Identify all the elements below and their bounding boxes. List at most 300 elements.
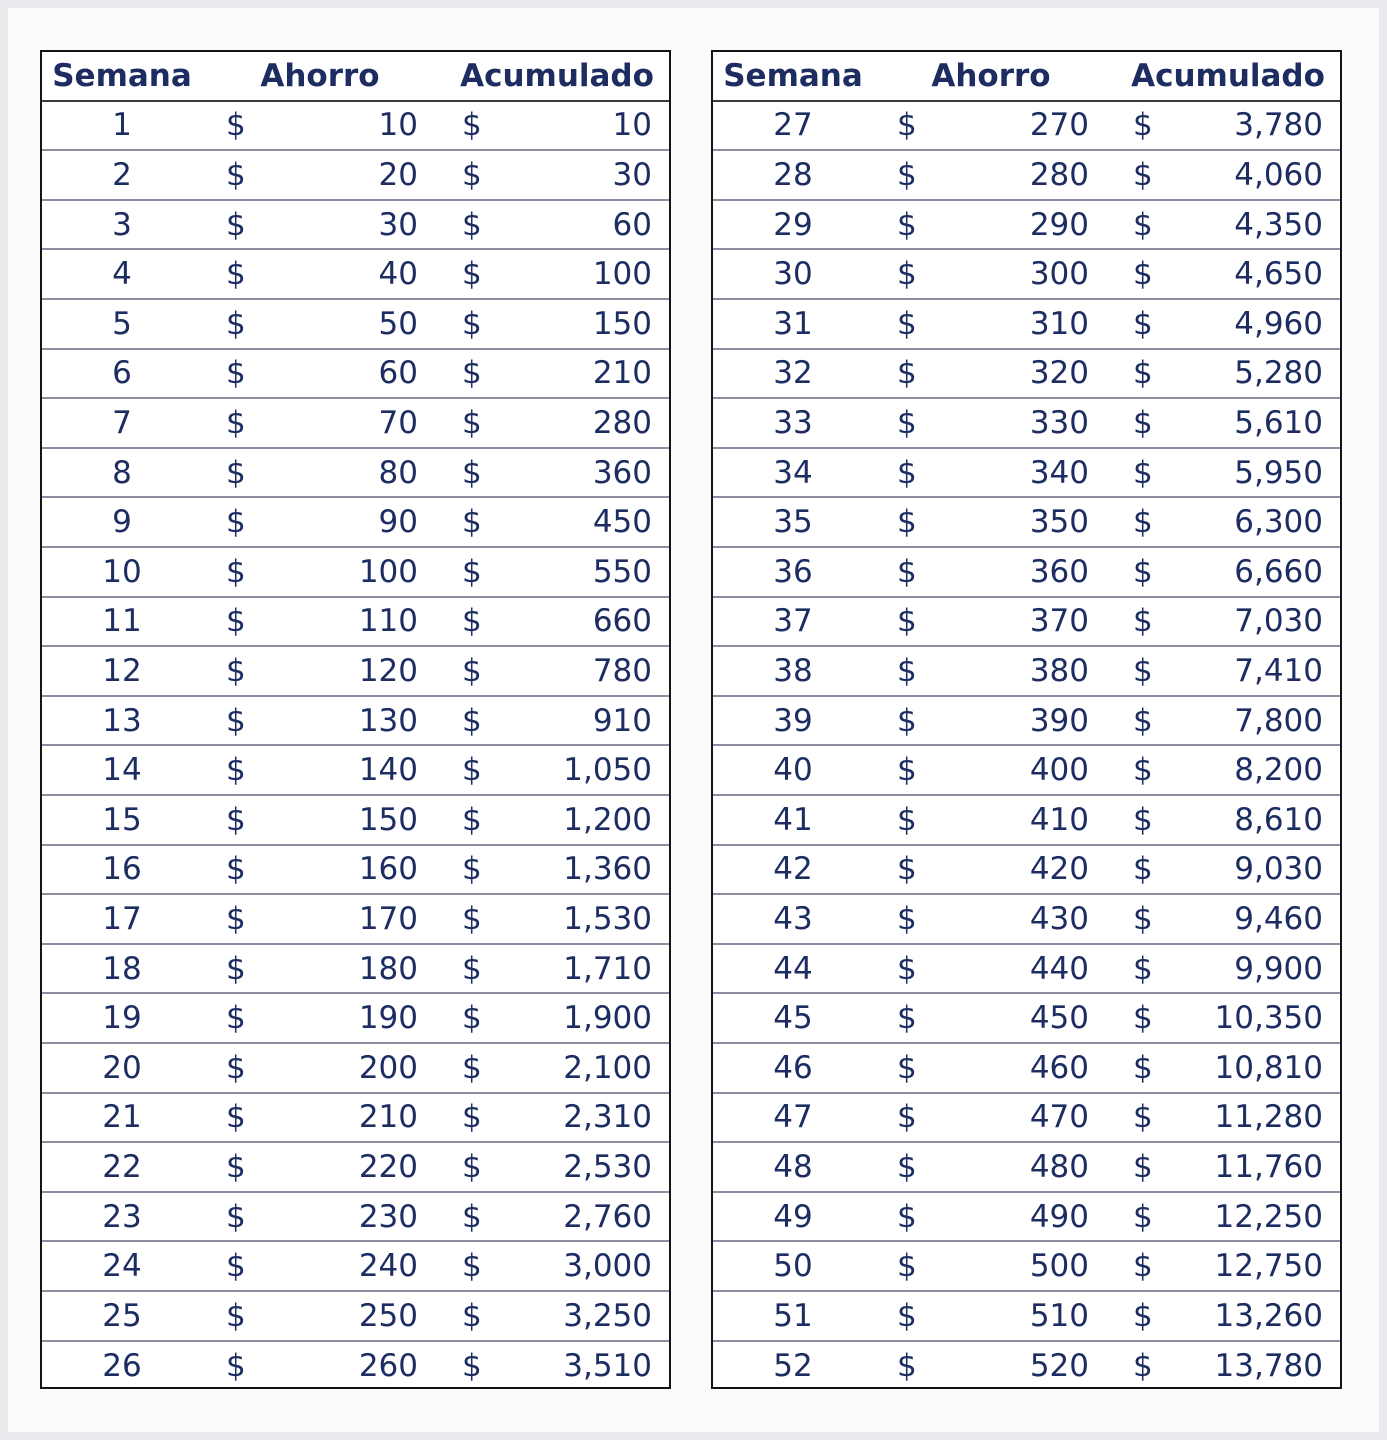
saving-amount: 520 [1029,1348,1089,1385]
saving-currency-sign: $ [897,1248,917,1285]
accumulated-amount: 280 [592,404,652,441]
table-row [42,697,669,747]
week-number: 18 [102,950,142,987]
table-row [42,1143,669,1193]
accumulated-amount: 360 [592,454,652,491]
table-row [713,598,1340,648]
accumulated-currency-sign: $ [462,454,482,491]
saving-amount: 500 [1029,1248,1089,1285]
week-number: 7 [112,404,132,441]
table-row [713,399,1340,449]
table-row [713,1094,1340,1144]
accumulated-amount: 1,050 [563,752,652,789]
saving-amount: 150 [358,801,418,838]
table-row [42,1193,669,1243]
accumulated-amount: 3,510 [563,1348,652,1385]
accumulated-currency-sign: $ [462,603,482,640]
week-number: 49 [773,1198,813,1235]
saving-currency-sign: $ [897,702,917,739]
accumulated-amount: 12,750 [1214,1248,1323,1285]
week-number: 24 [102,1248,142,1285]
accumulated-currency-sign: $ [462,107,482,144]
saving-amount: 490 [1029,1198,1089,1235]
header-row [42,52,669,102]
saving-currency-sign: $ [226,752,246,789]
accumulated-amount: 2,100 [563,1049,652,1086]
saving-currency-sign: $ [226,553,246,590]
accumulated-currency-sign: $ [1133,305,1153,342]
column-header-accumulated: Acumulado [460,57,654,94]
accumulated-amount: 3,780 [1234,107,1323,144]
saving-currency-sign: $ [897,454,917,491]
table-row [713,300,1340,350]
accumulated-amount: 4,960 [1234,305,1323,342]
accumulated-currency-sign: $ [462,1198,482,1235]
saving-currency-sign: $ [226,404,246,441]
week-number: 48 [773,1148,813,1185]
week-number: 25 [102,1297,142,1334]
accumulated-amount: 8,610 [1234,801,1323,838]
table-row [713,1193,1340,1243]
table-row [713,1143,1340,1193]
accumulated-currency-sign: $ [1133,107,1153,144]
saving-currency-sign: $ [226,256,246,293]
table-row [42,796,669,846]
accumulated-amount: 11,280 [1214,1099,1323,1136]
accumulated-currency-sign: $ [1133,1297,1153,1334]
week-number: 15 [102,801,142,838]
saving-currency-sign: $ [897,355,917,392]
table-row [42,201,669,251]
table-row [713,994,1340,1044]
saving-currency-sign: $ [226,504,246,541]
accumulated-amount: 8,200 [1234,752,1323,789]
table-row [42,895,669,945]
accumulated-amount: 11,760 [1214,1148,1323,1185]
saving-currency-sign: $ [897,206,917,243]
saving-currency-sign: $ [226,1198,246,1235]
table-row [42,1292,669,1342]
saving-currency-sign: $ [897,603,917,640]
accumulated-amount: 13,780 [1214,1348,1323,1385]
week-number: 22 [102,1148,142,1185]
saving-amount: 230 [358,1198,418,1235]
saving-amount: 450 [1029,1000,1089,1037]
week-number: 19 [102,1000,142,1037]
accumulated-currency-sign: $ [1133,156,1153,193]
saving-currency-sign: $ [226,107,246,144]
saving-currency-sign: $ [897,553,917,590]
saving-amount: 300 [1029,256,1089,293]
accumulated-currency-sign: $ [462,752,482,789]
saving-currency-sign: $ [897,404,917,441]
table-row [713,250,1340,300]
table-row [42,647,669,697]
table-row [713,1292,1340,1342]
accumulated-currency-sign: $ [462,1148,482,1185]
accumulated-amount: 2,530 [563,1148,652,1185]
accumulated-currency-sign: $ [1133,603,1153,640]
accumulated-currency-sign: $ [1133,1348,1153,1385]
saving-amount: 90 [378,504,418,541]
table-row [713,846,1340,896]
saving-currency-sign: $ [897,752,917,789]
week-number: 29 [773,206,813,243]
week-number: 39 [773,702,813,739]
accumulated-currency-sign: $ [1133,256,1153,293]
week-number: 45 [773,1000,813,1037]
table-row [713,1242,1340,1292]
saving-currency-sign: $ [897,156,917,193]
table-row [42,1242,669,1292]
week-number: 13 [102,702,142,739]
saving-currency-sign: $ [226,1297,246,1334]
header-row [713,52,1340,102]
saving-amount: 370 [1029,603,1089,640]
saving-currency-sign: $ [897,900,917,937]
accumulated-currency-sign: $ [462,553,482,590]
saving-amount: 310 [1029,305,1089,342]
accumulated-amount: 100 [592,256,652,293]
accumulated-currency-sign: $ [1133,1049,1153,1086]
accumulated-currency-sign: $ [462,1000,482,1037]
week-number: 2 [112,156,132,193]
saving-currency-sign: $ [897,1348,917,1385]
column-header-saving: Ahorro [931,57,1051,94]
table-row [713,102,1340,152]
saving-currency-sign: $ [897,1198,917,1235]
saving-currency-sign: $ [897,1297,917,1334]
saving-currency-sign: $ [226,1348,246,1385]
accumulated-amount: 30 [612,156,652,193]
accumulated-amount: 550 [592,553,652,590]
column-header-week: Semana [52,57,192,94]
week-number: 12 [102,652,142,689]
saving-amount: 200 [358,1049,418,1086]
accumulated-amount: 1,360 [563,851,652,888]
saving-amount: 170 [358,900,418,937]
accumulated-currency-sign: $ [462,256,482,293]
accumulated-currency-sign: $ [462,156,482,193]
accumulated-currency-sign: $ [462,1348,482,1385]
accumulated-amount: 7,030 [1234,603,1323,640]
week-number: 37 [773,603,813,640]
saving-amount: 50 [378,305,418,342]
accumulated-amount: 3,250 [563,1297,652,1334]
saving-amount: 250 [358,1297,418,1334]
accumulated-currency-sign: $ [1133,1248,1153,1285]
saving-amount: 350 [1029,504,1089,541]
saving-currency-sign: $ [226,702,246,739]
week-number: 4 [112,256,132,293]
savings-table-left [40,50,671,1389]
accumulated-currency-sign: $ [1133,355,1153,392]
saving-currency-sign: $ [226,1148,246,1185]
week-number: 17 [102,900,142,937]
table-row [42,945,669,995]
saving-currency-sign: $ [226,1000,246,1037]
saving-currency-sign: $ [897,107,917,144]
accumulated-currency-sign: $ [462,900,482,937]
table-row [713,746,1340,796]
saving-amount: 100 [358,553,418,590]
saving-currency-sign: $ [226,851,246,888]
table-row [713,796,1340,846]
accumulated-currency-sign: $ [462,1049,482,1086]
table-row [42,399,669,449]
saving-amount: 10 [378,107,418,144]
accumulated-currency-sign: $ [462,801,482,838]
saving-amount: 140 [358,752,418,789]
week-number: 44 [773,950,813,987]
saving-currency-sign: $ [226,1099,246,1136]
table-row [713,1342,1340,1392]
week-number: 40 [773,752,813,789]
accumulated-currency-sign: $ [1133,752,1153,789]
saving-currency-sign: $ [226,900,246,937]
table-row [713,697,1340,747]
week-number: 33 [773,404,813,441]
accumulated-amount: 780 [592,652,652,689]
accumulated-amount: 6,300 [1234,504,1323,541]
week-number: 41 [773,801,813,838]
accumulated-amount: 5,610 [1234,404,1323,441]
saving-amount: 220 [358,1148,418,1185]
saving-currency-sign: $ [226,1049,246,1086]
saving-amount: 30 [378,206,418,243]
week-number: 3 [112,206,132,243]
week-number: 5 [112,305,132,342]
accumulated-amount: 210 [592,355,652,392]
table-row [42,350,669,400]
saving-amount: 360 [1029,553,1089,590]
saving-amount: 330 [1029,404,1089,441]
accumulated-amount: 2,760 [563,1198,652,1235]
week-number: 8 [112,454,132,491]
saving-currency-sign: $ [897,1099,917,1136]
table-row [42,548,669,598]
accumulated-currency-sign: $ [1133,801,1153,838]
week-number: 42 [773,851,813,888]
week-number: 51 [773,1297,813,1334]
accumulated-amount: 12,250 [1214,1198,1323,1235]
accumulated-amount: 5,280 [1234,355,1323,392]
table-row [42,151,669,201]
accumulated-amount: 450 [592,504,652,541]
week-number: 14 [102,752,142,789]
week-number: 16 [102,851,142,888]
saving-currency-sign: $ [226,603,246,640]
accumulated-currency-sign: $ [462,652,482,689]
saving-amount: 390 [1029,702,1089,739]
saving-currency-sign: $ [226,652,246,689]
week-number: 23 [102,1198,142,1235]
table-row [713,449,1340,499]
week-number: 28 [773,156,813,193]
saving-currency-sign: $ [226,1248,246,1285]
accumulated-currency-sign: $ [1133,553,1153,590]
saving-currency-sign: $ [897,1148,917,1185]
table-row [42,1342,669,1392]
saving-amount: 280 [1029,156,1089,193]
saving-amount: 320 [1029,355,1089,392]
saving-amount: 270 [1029,107,1089,144]
accumulated-amount: 910 [592,702,652,739]
week-number: 47 [773,1099,813,1136]
saving-amount: 40 [378,256,418,293]
accumulated-amount: 4,650 [1234,256,1323,293]
week-number: 9 [112,504,132,541]
table-row [713,350,1340,400]
saving-amount: 70 [378,404,418,441]
accumulated-amount: 1,900 [563,1000,652,1037]
savings-table-right [711,50,1342,1389]
accumulated-currency-sign: $ [1133,1000,1153,1037]
table-row [713,945,1340,995]
week-number: 26 [102,1348,142,1385]
saving-amount: 420 [1029,851,1089,888]
accumulated-amount: 1,530 [563,900,652,937]
table-row [713,151,1340,201]
saving-amount: 60 [378,355,418,392]
table-row [713,895,1340,945]
accumulated-amount: 4,060 [1234,156,1323,193]
accumulated-currency-sign: $ [462,404,482,441]
week-number: 32 [773,355,813,392]
accumulated-amount: 10 [612,107,652,144]
accumulated-amount: 9,460 [1234,900,1323,937]
saving-amount: 430 [1029,900,1089,937]
accumulated-amount: 150 [592,305,652,342]
saving-amount: 190 [358,1000,418,1037]
saving-currency-sign: $ [897,1000,917,1037]
accumulated-currency-sign: $ [1133,851,1153,888]
week-number: 27 [773,107,813,144]
accumulated-amount: 1,710 [563,950,652,987]
saving-amount: 400 [1029,752,1089,789]
saving-amount: 380 [1029,652,1089,689]
table-row [42,449,669,499]
saving-currency-sign: $ [897,652,917,689]
table-row [42,1094,669,1144]
column-header-accumulated: Acumulado [1131,57,1325,94]
saving-amount: 110 [358,603,418,640]
saving-currency-sign: $ [226,454,246,491]
saving-amount: 210 [358,1099,418,1136]
accumulated-amount: 10,810 [1214,1049,1323,1086]
accumulated-currency-sign: $ [1133,950,1153,987]
week-number: 21 [102,1099,142,1136]
accumulated-currency-sign: $ [462,504,482,541]
saving-amount: 470 [1029,1099,1089,1136]
saving-currency-sign: $ [897,504,917,541]
accumulated-amount: 60 [612,206,652,243]
accumulated-currency-sign: $ [1133,454,1153,491]
week-number: 36 [773,553,813,590]
week-number: 34 [773,454,813,491]
accumulated-amount: 1,200 [563,801,652,838]
week-number: 30 [773,256,813,293]
saving-amount: 240 [358,1248,418,1285]
week-number: 52 [773,1348,813,1385]
saving-currency-sign: $ [897,801,917,838]
accumulated-amount: 6,660 [1234,553,1323,590]
accumulated-currency-sign: $ [1133,1198,1153,1235]
accumulated-currency-sign: $ [462,355,482,392]
accumulated-amount: 9,900 [1234,950,1323,987]
saving-currency-sign: $ [226,355,246,392]
table-row [42,598,669,648]
week-number: 11 [102,603,142,640]
saving-currency-sign: $ [226,305,246,342]
accumulated-currency-sign: $ [462,1248,482,1285]
week-number: 10 [102,553,142,590]
accumulated-amount: 10,350 [1214,1000,1323,1037]
accumulated-amount: 7,410 [1234,652,1323,689]
week-number: 20 [102,1049,142,1086]
accumulated-currency-sign: $ [1133,702,1153,739]
accumulated-currency-sign: $ [1133,504,1153,541]
saving-amount: 410 [1029,801,1089,838]
saving-amount: 130 [358,702,418,739]
table-row [42,102,669,152]
accumulated-currency-sign: $ [1133,652,1153,689]
accumulated-amount: 9,030 [1234,851,1323,888]
accumulated-amount: 4,350 [1234,206,1323,243]
saving-currency-sign: $ [897,851,917,888]
table-row [713,201,1340,251]
table-row [713,548,1340,598]
accumulated-amount: 5,950 [1234,454,1323,491]
saving-amount: 160 [358,851,418,888]
table-row [42,1044,669,1094]
week-number: 38 [773,652,813,689]
accumulated-currency-sign: $ [1133,900,1153,937]
accumulated-currency-sign: $ [1133,1148,1153,1185]
week-number: 35 [773,504,813,541]
accumulated-currency-sign: $ [1133,206,1153,243]
table-row [713,1044,1340,1094]
saving-amount: 180 [358,950,418,987]
accumulated-amount: 7,800 [1234,702,1323,739]
saving-amount: 290 [1029,206,1089,243]
saving-amount: 260 [358,1348,418,1385]
week-number: 6 [112,355,132,392]
accumulated-amount: 3,000 [563,1248,652,1285]
table-row [42,498,669,548]
accumulated-currency-sign: $ [462,702,482,739]
week-number: 43 [773,900,813,937]
table-row [42,994,669,1044]
week-number: 1 [112,107,132,144]
accumulated-amount: 2,310 [563,1099,652,1136]
saving-currency-sign: $ [226,801,246,838]
saving-currency-sign: $ [226,206,246,243]
accumulated-currency-sign: $ [462,851,482,888]
table-row [713,647,1340,697]
table-row [42,746,669,796]
saving-currency-sign: $ [897,256,917,293]
accumulated-currency-sign: $ [462,1099,482,1136]
saving-currency-sign: $ [897,1049,917,1086]
saving-currency-sign: $ [226,156,246,193]
saving-amount: 460 [1029,1049,1089,1086]
table-row [42,846,669,896]
saving-amount: 340 [1029,454,1089,491]
saving-amount: 120 [358,652,418,689]
saving-amount: 510 [1029,1297,1089,1334]
accumulated-currency-sign: $ [462,305,482,342]
